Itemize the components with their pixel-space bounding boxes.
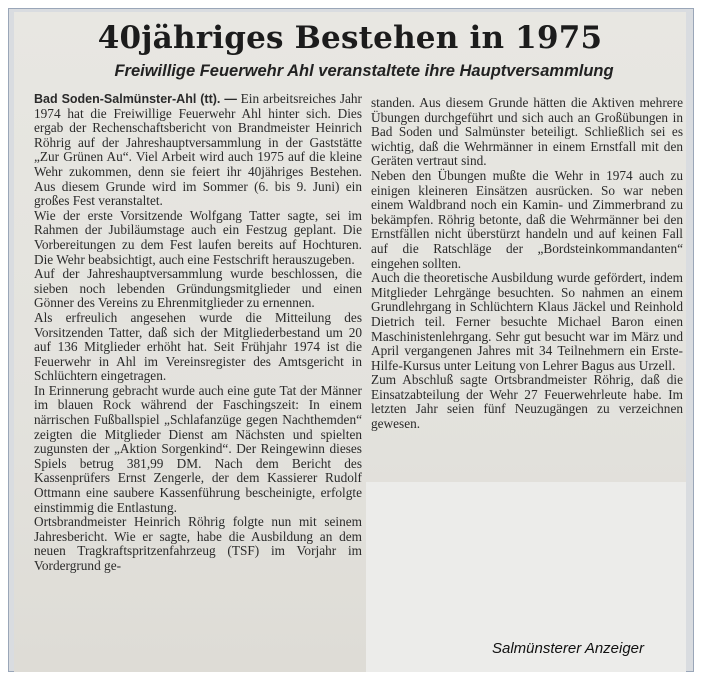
paragraph: Auf der Jahreshauptversammlung wurde beschlossen, die sieben noch lebenden Gründungsmitglieder und einen Gönner des Vereins zu Ehrenmitglieder zu ernennen.: [34, 266, 362, 311]
paragraph: standen. Aus diesem Grunde hätten die Aktiven mehrere Übungen durchgeführt und sich auch an Großübungen in Bad Soden und Salmünster beteiligt. Schließlich sei es wichtig, daß die Wehrmänner in einem Ernstfall mit den Geräten vertraut sind.: [371, 95, 683, 169]
article-column-2: [371, 96, 683, 432]
newspaper-clipping: [14, 12, 686, 672]
paragraph: Neben den Übungen mußte die Wehr in 1974 auch zu einigen kleineren Einsätzen ausrücken. So war neben einem Waldbrand noch ein Kamin- und Zimmerbrand zu bekämpfen. Röhrig betonte, daß die Wehrmänner bei den Ernstfällen nicht überstürzt handeln und auf keinen Fall auf die Ratschläge der „Bordsteinkommandanten“ eingehen sollten.: [371, 167, 683, 271]
dateline: Bad Soden-Salmünster-Ahl (tt). —: [34, 92, 237, 106]
source-caption: Salmünsterer Anzeiger: [492, 640, 645, 657]
paragraph: Bad Soden-Salmünster-Ahl (tt). — Ein arbeitsreiches Jahr 1974 hat die Freiwillige Feuerwehr Ahl hinter sich. Dies ergab der Rechenschaftsbericht von Brandmeister Heinrich Röhrig auf der Jahreshauptversammlung in der Gaststätte „Zur Grünen Au“. Viel Arbeit wird auch 1975 auf die kleine Wehr zukommen, denn sie feiert ihr 40jähriges Bestehen. Aus diesem Grunde wird im Sommer (6. bis 9. Juni) ein großes Fest veranstaltet.: [34, 91, 362, 209]
article-column-1: [34, 92, 362, 574]
paragraph: Als erfreulich angesehen wurde die Mitteilung des Vorsitzenden Tatter, daß sich der Mitgliederbestand um 20 auf 136 Mitglieder erhöht hat. Seit Frühjahr 1974 ist die Feuerwehr in Ahl im Vereinsregister des Amtsgericht in Schlüchtern eingetragen.: [34, 309, 362, 384]
paragraph: Auch die theoretische Ausbildung wurde gefördert, indem Mitglieder Lehrgänge besuchten. So nahmen an einem Grundlehrgang in Schlüchtern Klaus Jäckel und Reinhold Dietrich teil. Ferner besuchte Michael Baron einen Maschinistenlehrgang. Sehr gut besucht war im März und April vergangenen Jahres mit 34 Teilnehmern ein Erste-Hilfe-Kursus unter Leitung von Lehrer Bagus aus Urzell.: [371, 270, 683, 373]
subheadline: Freiwillige Feuerwehr Ahl veranstaltete ihre Hauptversammlung: [114, 62, 614, 80]
paragraph: Wie der erste Vorsitzende Wolfgang Tatter sagte, sei im Rahmen der Jubiläumstage auch ein Festzug geplant. Die Vorbereitungen zu dem Fest laufen bereits auf Hochturen. Die Wehr beabsichtigt, auch eine Festschrift herauszugeben.: [34, 207, 362, 267]
headline: 40jähriges Bestehen in 1975: [97, 20, 603, 56]
paragraph: Ortsbrandmeister Heinrich Röhrig folgte nun mit seinem Jahresbericht. Wie er sagte, habe die Ausbildung an dem neuen Tragkraftspritzenfahrzeug (TSF) im Vorjahr im Vordergrund ge-: [34, 514, 362, 573]
paragraph: Zum Abschluß sagte Ortsbrandmeister Röhrig, daß die Einsatzabteilung der Wehr 27 Feuerwehrleute habe. Im letzten Jahr seien fünf Neuzugängen zu verzeichnen gewesen.: [371, 372, 683, 432]
paragraph: In Erinnerung gebracht wurde auch eine gute Tat der Männer im blauen Rock während der Faschingszeit: In einem närrischen Fußballspiel „Schlafanzüge gegen Nachthemden“ zeigten die Mitglieder Dienst am Nächsten und spielten zugunsten der „Aktion Sorgenkind“. Der Reingewinn dieses Spiels betrug 381,99 DM. Nach dem Bericht des Kassenprüfers Ernst Zengerle, der dem Kassierer Rudolf Ottmann eine saubere Kassenführung bescheinigte, erfolgte einstimmig die Entlastung.: [34, 382, 362, 515]
